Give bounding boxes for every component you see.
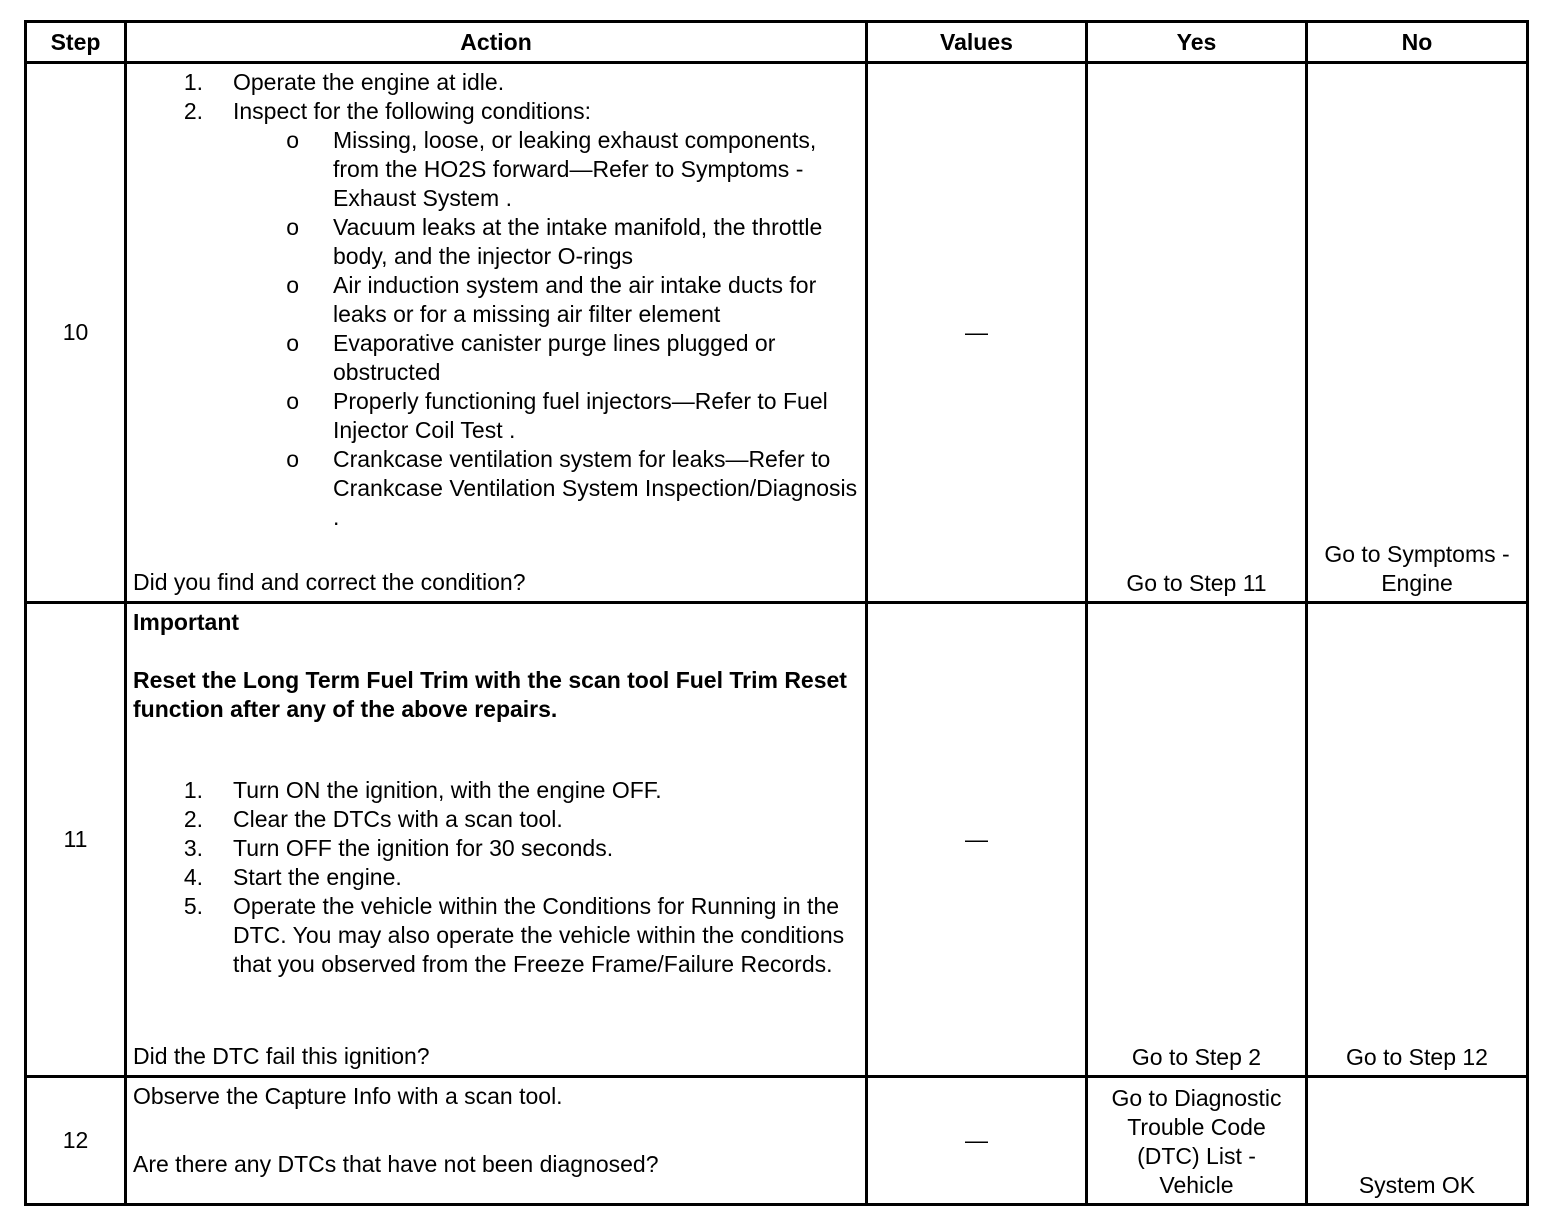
list-number: 2. (183, 98, 203, 124)
list-item (133, 445, 859, 532)
step-number: 10 (26, 63, 126, 603)
no-cell: Go to Step 12 (1307, 603, 1528, 1077)
bullet-mark: o (286, 272, 299, 298)
list-text: Air induction system and the air intake ducts for leaks or for a missing air filter element (333, 272, 817, 327)
table-row-step-12 (26, 1077, 1528, 1205)
step-number: 11 (26, 603, 126, 1077)
bullet-mark: o (286, 446, 299, 472)
list-item (133, 863, 859, 892)
list-item (133, 805, 859, 834)
table-row-step-11 (26, 603, 1528, 1077)
question-text: Are there any DTCs that have not been diagnosed? (133, 1151, 659, 1177)
header-values: Values (867, 22, 1087, 63)
values-dash: — (965, 319, 988, 345)
list-item (133, 329, 859, 387)
list-text: Start the engine. (233, 864, 402, 890)
list-number: 5. (183, 893, 203, 919)
list-item (133, 68, 859, 97)
no-cell: Go to Symptoms - Engine (1307, 63, 1528, 603)
list-text: Properly functioning fuel injectors—Refer to Fuel Injector Coil Test . (333, 388, 828, 443)
bullet-mark: o (286, 127, 299, 153)
values-dash: — (965, 1127, 988, 1153)
condition-list (133, 126, 859, 532)
action-cell (126, 63, 867, 603)
bullet-mark: o (286, 330, 299, 356)
header-yes: Yes (1087, 22, 1307, 63)
list-item (133, 776, 859, 805)
table-row-step-10 (26, 63, 1528, 603)
values-dash: — (965, 826, 988, 852)
list-text: Missing, loose, or leaking exhaust components, from the HO2S forward—Refer to Symptoms - Exhaust System . (333, 127, 817, 211)
list-text: Turn ON the ignition, with the engine OFF. (233, 777, 662, 803)
yes-cell: Go to Diagnostic Trouble Code (DTC) List - Vehicle (1087, 1077, 1307, 1205)
list-text: Crankcase ventilation system for leaks—Refer to Crankcase Ventilation System Inspection/Diagnosis . (333, 446, 858, 530)
list-number: 1. (183, 69, 203, 95)
question-text: Did you find and correct the condition? (133, 569, 526, 595)
action-cell (126, 1077, 867, 1205)
list-text: Vacuum leaks at the intake manifold, the throttle body, and the injector O-rings (333, 214, 823, 269)
list-item (133, 892, 859, 979)
list-item (133, 213, 859, 271)
yes-cell: Go to Step 11 (1087, 63, 1307, 603)
bullet-mark: o (286, 214, 299, 240)
important-body: Reset the Long Term Fuel Trim with the scan tool Fuel Trim Reset function after any of the above repairs. (133, 667, 847, 722)
list-text: Operate the vehicle within the Conditions for Running in the DTC. You may also operate the vehicle within the conditions that you observed from the Freeze Frame/Failure Records. (233, 893, 845, 977)
step-list (133, 776, 859, 979)
list-text: Turn OFF the ignition for 30 seconds. (233, 835, 614, 861)
important-title: Important (133, 609, 240, 635)
list-item (133, 834, 859, 863)
list-text: Clear the DTCs with a scan tool. (233, 806, 563, 832)
list-item (133, 126, 859, 213)
header-row (26, 22, 1528, 63)
list-number: 2. (183, 806, 203, 832)
bullet-mark: o (286, 388, 299, 414)
no-cell: System OK (1307, 1077, 1528, 1205)
list-text: Inspect for the following conditions: (233, 98, 591, 124)
action-cell (126, 603, 867, 1077)
action-text: Observe the Capture Info with a scan tool. (133, 1083, 563, 1109)
list-text: Operate the engine at idle. (233, 69, 505, 95)
question-text: Did the DTC fail this ignition? (133, 1043, 430, 1069)
header-action: Action (126, 22, 867, 63)
values-cell (867, 1077, 1087, 1205)
header-no: No (1307, 22, 1528, 63)
list-item (133, 97, 859, 126)
step-number: 12 (26, 1077, 126, 1205)
list-number: 3. (183, 835, 203, 861)
list-number: 4. (183, 864, 203, 890)
list-item (133, 387, 859, 445)
diagnostic-table (24, 20, 1529, 1206)
values-cell (867, 63, 1087, 603)
header-step: Step (26, 22, 126, 63)
list-text: Evaporative canister purge lines plugged or obstructed (333, 330, 776, 385)
values-cell (867, 603, 1087, 1077)
step-list (133, 68, 859, 126)
yes-cell: Go to Step 2 (1087, 603, 1307, 1077)
list-item (133, 271, 859, 329)
list-number: 1. (183, 777, 203, 803)
